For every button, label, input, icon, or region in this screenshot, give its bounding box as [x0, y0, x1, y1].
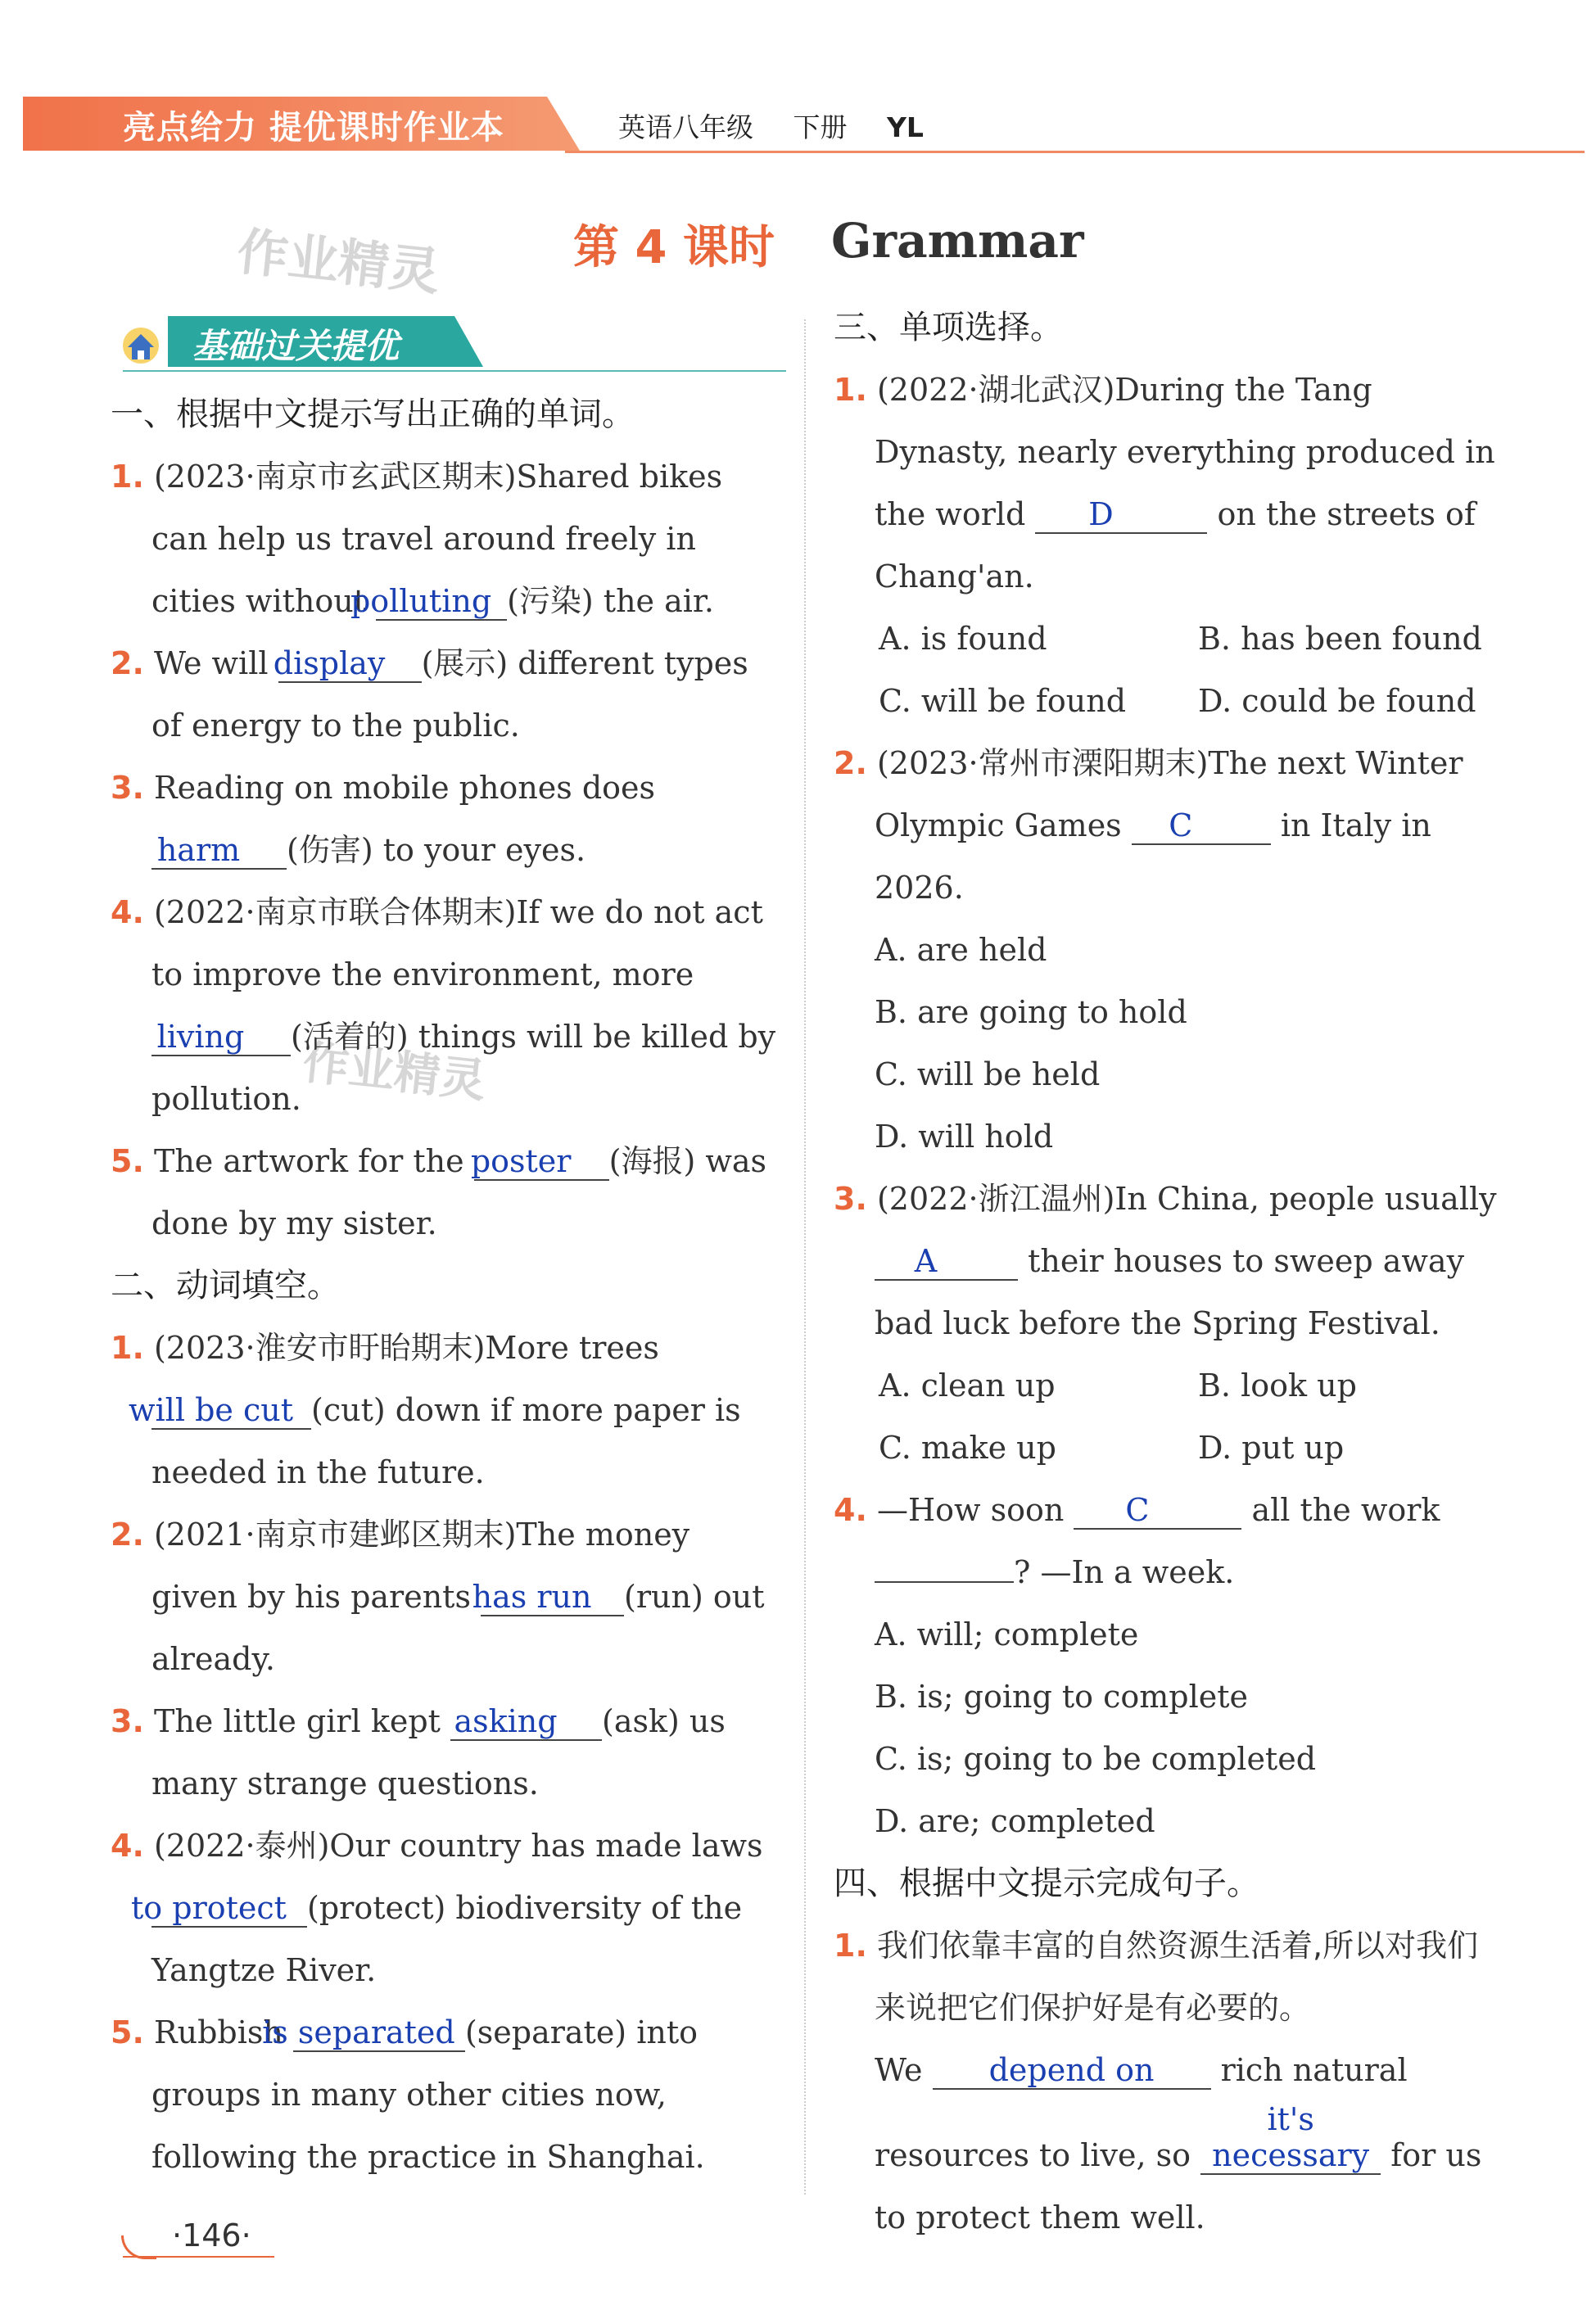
page-number: ·146·	[172, 2217, 251, 2254]
answer-blank[interactable]: polluting	[376, 583, 507, 621]
answer-blank[interactable]: asking	[450, 1703, 602, 1741]
volume-label: 下册	[793, 111, 848, 143]
question-item: 2. (2021·南京市建邺区期末)The money given by his parents has run (run) out already.	[111, 1517, 765, 1677]
question-item: 4. (2022·南京市联合体期末)If we do not act to improve the environment, more living (活着的) things will be killed by pollution.	[111, 894, 776, 1117]
question-item: 1. 我们依靠丰富的自然资源生活着,所以对我们来说把它们保护好是有必要的。	[834, 1928, 1479, 2026]
options-list	[834, 1603, 1505, 1852]
question-item: 4. (2022·泰州)Our country has made laws to protect (protect) biodiversity of the Yangtze River.	[111, 1828, 763, 1988]
question-item: 1. (2022·湖北武汉)During the Tang Dynasty, nearly everything produced in the world D on the streets of Chang'an.	[834, 372, 1495, 594]
option: B. look up	[1198, 1367, 1357, 1404]
answer-blank[interactable]: A	[875, 1243, 1018, 1281]
page-number-rule	[123, 2256, 274, 2258]
right-column	[834, 296, 1505, 2249]
answer-blank[interactable]: to protect	[151, 1890, 307, 1928]
option: C. is; going to be completed	[875, 1741, 1317, 1777]
answer-blank-2[interactable]	[875, 1557, 1014, 1583]
option: B. are going to hold	[875, 994, 1187, 1030]
option: A. are held	[875, 932, 1047, 968]
section-title: 四、根据中文提示完成句子。	[834, 1865, 1259, 1902]
watermark: 作业精灵	[234, 221, 443, 302]
option: A. clean up	[879, 1367, 1056, 1404]
topic-title: Grammar	[831, 213, 1084, 269]
question-item: 5. The artwork for the poster (海报) was done by my sister.	[111, 1143, 767, 1241]
lesson-title: 第 4 课时	[573, 221, 775, 274]
answer-blank-2[interactable]: it's necessary	[1200, 2101, 1381, 2175]
edition-label: YL	[887, 111, 924, 143]
answer-blank[interactable]: harm	[151, 832, 287, 870]
question-item: 1. (2023·淮安市盱眙期末)More trees will be cut (cut) down if more paper is needed in the future.	[111, 1330, 741, 1490]
option: C. will be found	[879, 683, 1127, 719]
section-banner-label: 基础过关提优	[192, 326, 400, 366]
question-item: 3. The little girl kept asking (ask) us many strange questions.	[111, 1703, 726, 1801]
option: C. make up	[879, 1430, 1056, 1466]
question-item: 5. Rubbish is separated (separate) into groups in many other cities now, following the practice in Shanghai.	[111, 2014, 705, 2175]
question-item: 1. (2023·南京市玄武区期末)Shared bikes can help us travel around freely in cities without polluting (污染) the air.	[111, 459, 723, 619]
option: B. has been found	[1198, 621, 1482, 657]
option: D. could be found	[1198, 683, 1476, 719]
answer-blank[interactable]: display	[278, 645, 422, 683]
answer-blank[interactable]: is separated	[293, 2014, 465, 2052]
answer-blank[interactable]: D	[1035, 496, 1207, 534]
sentence-completion: We depend on rich natural resources to live, so it's necessary for us to protect them well.	[875, 2052, 1482, 2235]
house-icon	[121, 326, 161, 365]
options-grid	[834, 1354, 1505, 1479]
option: A. is found	[879, 621, 1047, 657]
option: B. is; going to complete	[875, 1679, 1248, 1715]
answer-blank[interactable]: poster	[474, 1143, 609, 1181]
options-grid	[834, 608, 1505, 732]
watermark-center: 作业精灵	[300, 1036, 489, 1109]
question-item: 3. (2022·浙江温州)In China, people usually A their houses to sweep away bad luck before the Spring Festival.	[834, 1181, 1497, 1341]
question-item: 4. —How soon C all the work ? —In a week.	[834, 1492, 1440, 1590]
left-column	[111, 383, 778, 2188]
option: D. will hold	[875, 1119, 1054, 1155]
option: C. will be held	[875, 1056, 1101, 1092]
header-rule	[565, 151, 1585, 153]
option: D. are; completed	[875, 1803, 1155, 1839]
section-title: 三、单项选择。	[834, 309, 1063, 346]
section-title: 二、动词填空。	[111, 1267, 340, 1304]
column-divider	[804, 319, 806, 2195]
answer-blank[interactable]: will be cut	[151, 1392, 311, 1430]
answer-blank[interactable]: has run	[481, 1579, 624, 1616]
header-info	[618, 106, 955, 145]
answer-blank[interactable]: living	[151, 1019, 291, 1056]
chinese-prompt: 我们依靠丰富的自然资源生活着,所以对我们来说把它们保护好是有必要的。	[875, 1928, 1479, 2026]
section-title: 一、根据中文提示写出正确的单词。	[111, 396, 635, 433]
question-item: 2. We will display (展示) different types of energy to the public.	[111, 645, 748, 744]
book-title: 亮点给力 提优课时作业本	[123, 109, 504, 147]
section-rule	[123, 370, 786, 372]
question-item: 3. Reading on mobile phones does harm (伤害) to your eyes.	[111, 770, 656, 868]
option: A. will; complete	[875, 1616, 1139, 1652]
answer-blank[interactable]: depend on	[933, 2052, 1211, 2090]
options-list	[834, 919, 1505, 1168]
subject-label: 英语八年级	[618, 111, 753, 143]
answer-blank[interactable]: C	[1074, 1492, 1241, 1530]
question-item: 2. (2023·常州市溧阳期末)The next Winter Olympic Games C in Italy in 2026.	[834, 745, 1463, 906]
answer-blank[interactable]: C	[1132, 807, 1271, 845]
option: D. put up	[1198, 1430, 1345, 1466]
